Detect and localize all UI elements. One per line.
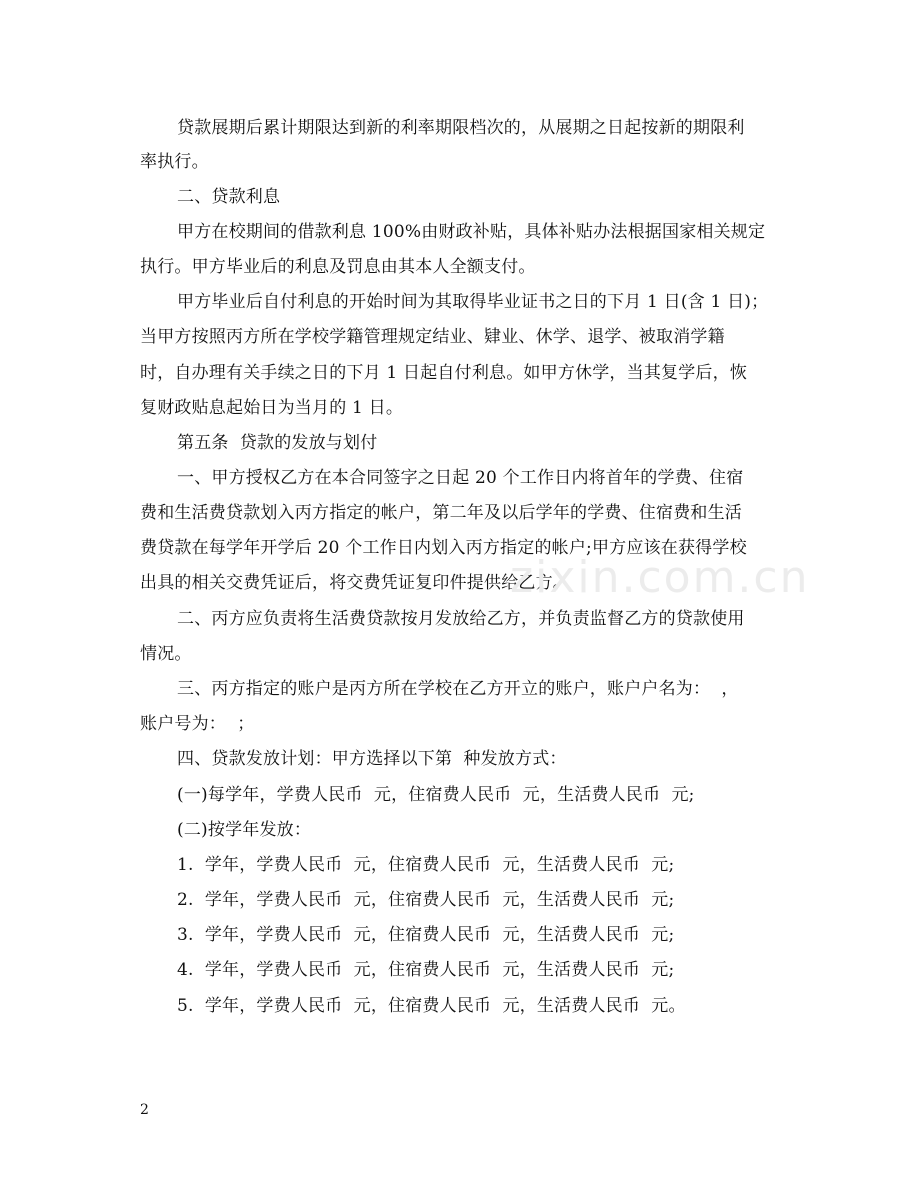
paragraph-line: 出具的相关交费凭证后，将交费凭证复印件提供给乙方。 [140, 573, 570, 593]
paragraph-line: 贷款展期后累计期限达到新的利率期限档次的，从展期之日起按新的期限利 [177, 118, 745, 138]
section-heading: 二、贷款利息 [177, 187, 281, 207]
plan-item: 2. 学年，学费人民币 元，住宿费人民币 元，生活费人民币 元; [177, 890, 675, 910]
paragraph-line: 费贷款在每学年开学后 20 个工作日内划入丙方指定的帐户;甲方应该在获得学校 [140, 538, 747, 558]
article-heading: 第五条 贷款的发放与划付 [177, 433, 378, 453]
plan-item: 1. 学年，学费人民币 元，住宿费人民币 元，生活费人民币 元; [177, 855, 675, 875]
watermark: zixin.com.cn [510, 552, 810, 603]
plan-item: (二)按学年发放： [177, 820, 312, 840]
paragraph-line: 三、丙方指定的账户是丙方所在学校在乙方开立的账户，账户户名为： ， [177, 679, 739, 699]
paragraph-line: 账户号为： ； [140, 714, 255, 734]
paragraph-line: 当甲方按照丙方所在学校学籍管理规定结业、肄业、休学、退学、被取消学籍 [140, 327, 725, 347]
plan-item: 5. 学年，学费人民币 元，住宿费人民币 元，生活费人民币 元。 [177, 996, 686, 1016]
paragraph-line: 一、甲方授权乙方在本合同签字之日起 20 个工作日内将首年的学费、住宿 [177, 468, 744, 488]
paragraph-line: 甲方在校期间的借款利息 100%由财政补贴，具体补贴办法根据国家相关规定 [177, 222, 766, 242]
paragraph-line: 执行。甲方毕业后的利息及罚息由其本人全额支付。 [140, 257, 536, 277]
paragraph-line: 时，自办理有关手续之日的下月 1 日起自付利息。如甲方休学，当其复学后，恢 [140, 363, 748, 383]
plan-item: 3. 学年，学费人民币 元，住宿费人民币 元，生活费人民币 元; [177, 925, 675, 945]
plan-item: 4. 学年，学费人民币 元，住宿费人民币 元，生活费人民币 元; [177, 960, 675, 980]
plan-item: (一)每学年，学费人民币 元，住宿费人民币 元，生活费人民币 元; [177, 785, 695, 805]
paragraph-line: 二、丙方应负责将生活费贷款按月发放给乙方，并负责监督乙方的贷款使用 [177, 609, 745, 629]
page-number: 2 [140, 1102, 149, 1118]
paragraph-line: 甲方毕业后自付利息的开始时间为其取得毕业证书之日的下月 1 日(含 1 日)； [177, 292, 769, 312]
paragraph-line: 四、贷款发放计划：甲方选择以下第 种发放方式： [177, 749, 567, 769]
paragraph-line: 情况。 [140, 644, 192, 664]
paragraph-line: 复财政贴息起始日为当月的 1 日。 [140, 398, 404, 418]
paragraph-line: 费和生活费贷款划入丙方指定的帐户，第二年及以后学年的学费、住宿费和生活 [140, 503, 742, 523]
paragraph-line: 率执行。 [140, 152, 209, 172]
